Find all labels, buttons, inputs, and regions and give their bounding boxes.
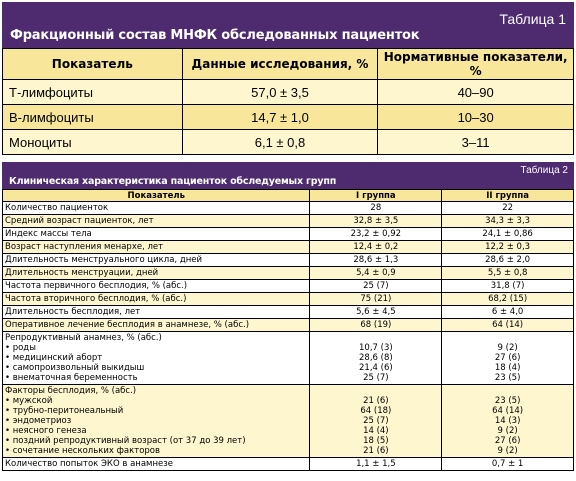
cell-value: 10–30 [378, 105, 574, 130]
group-1-value: 5,6 ± 4,5 [310, 306, 442, 319]
group-1-value: 25 (7) [310, 280, 442, 293]
row-label: Частота вторичного бесплодия, % (абс.) [3, 293, 310, 306]
group-1-value: 25 (7) [363, 416, 389, 426]
column-header: I группа [310, 190, 442, 202]
column-header: Показатель [3, 49, 183, 80]
group-2-value: 64 (14) [442, 319, 574, 332]
table-2-header-row [3, 190, 574, 202]
group-item-label: • внематочная беременность [5, 373, 138, 383]
table-1 [2, 2, 574, 150]
group-1-value: 10,7 (3) [359, 343, 393, 353]
group-2-value: 6 ± 4,0 [442, 306, 574, 319]
group-2-value: 9 (2) [497, 343, 518, 353]
table-2-grid [2, 189, 574, 471]
group-2-value: 22 [442, 202, 574, 215]
cell-value: 40–90 [378, 80, 574, 105]
group-1-value: 75 (21) [310, 293, 442, 306]
group-2-value: 27 (6) [494, 353, 521, 363]
group-1-value: 25 (7) [363, 373, 389, 383]
table-row [3, 202, 574, 215]
table-row [3, 105, 574, 130]
group-1-value: 21,4 (6) [359, 363, 393, 373]
group-item-label: • поздний репродуктивный возраст (от 37 до 39 лет) [5, 436, 246, 446]
row-label: В-лимфоциты [3, 105, 183, 130]
row-label: Длительность бесплодия, лет [3, 306, 310, 319]
table-row [3, 254, 574, 267]
table-2 [2, 162, 574, 478]
row-label: Количество попыток ЭКО в анамнезе [3, 458, 310, 471]
group-heading: Факторы бесплодия, % (абс.) [5, 386, 137, 396]
table-1-number: Таблица 1 [499, 11, 566, 27]
table-row [3, 267, 574, 280]
column-header: Нормативные показатели, % [378, 49, 574, 80]
table-2-number: Таблица 2 [520, 165, 568, 176]
table-row [3, 280, 574, 293]
group-1-value: 23,2 ± 0,92 [310, 228, 442, 241]
group-1-value: 28,6 ± 1,3 [310, 254, 442, 267]
group-heading: Репродуктивный анамнез, % (абс.) [5, 333, 162, 343]
group-item-label: • мужской [5, 396, 53, 406]
row-label: Оперативное лечение бесплодия в анамнезе, % (абс.) [3, 319, 310, 332]
group-2-value: 24,1 ± 0,86 [442, 228, 574, 241]
group-1-value: 28 [310, 202, 442, 215]
group-2-value: 18 (4) [494, 363, 521, 373]
group-item-label: • самопроизвольный выкидыш [5, 363, 145, 373]
group-1-value: 68 (19) [310, 319, 442, 332]
group-1-value: 5,4 ± 0,9 [310, 267, 442, 280]
cell-value: 6,1 ± 0,8 [182, 130, 378, 155]
group-2-values [442, 332, 574, 385]
row-label: Количество пациенток [3, 202, 310, 215]
group-2-value: 5,5 ± 0,8 [442, 267, 574, 280]
table-row [3, 306, 574, 319]
table-row-factors-group [3, 385, 574, 458]
group-1-value: 28,6 (8) [359, 353, 393, 363]
row-label: Т-лимфоциты [3, 80, 183, 105]
group-2-value: 9 (2) [497, 446, 518, 456]
group-1-value: 14 (4) [363, 426, 389, 436]
table-2-header-bar [2, 162, 574, 189]
group-item-label: • трубно-перитонеальный [5, 406, 124, 416]
table-row [3, 293, 574, 306]
group-2-value: 28,6 ± 2,0 [442, 254, 574, 267]
group-item-label: • сочетание нескольких факторов [5, 446, 161, 456]
group-1-value: 21 (6) [363, 446, 389, 456]
group-1-values [310, 385, 442, 458]
cell-value: 57,0 ± 3,5 [182, 80, 378, 105]
group-2-value: 0,7 ± 1 [442, 458, 574, 471]
column-header: II группа [442, 190, 574, 202]
group-1-value: 1,1 ± 1,5 [310, 458, 442, 471]
table-row [3, 228, 574, 241]
column-header: Показатель [3, 190, 310, 202]
group-2-value: 64 (14) [492, 406, 524, 416]
row-label: Длительность менструального цикла, дней [3, 254, 310, 267]
row-label: Индекс массы тела [3, 228, 310, 241]
row-label: Моноциты [3, 130, 183, 155]
row-label: Средний возраст пациенток, лет [3, 215, 310, 228]
row-label: Длительность менструации, дней [3, 267, 310, 280]
table-row-repro-group [3, 332, 574, 385]
group-1-value: 32,8 ± 3,5 [310, 215, 442, 228]
group-2-value: 9 (2) [497, 426, 518, 436]
group-2-value: 68,2 (15) [442, 293, 574, 306]
table-1-title: Фракционный состав МНФК обследованных пациенток [10, 28, 420, 43]
group-item-label: • медицинский аборт [5, 353, 103, 363]
group-2-value: 12,2 ± 0,3 [442, 241, 574, 254]
group-1-value: 18 (5) [363, 436, 389, 446]
table-row [3, 80, 574, 105]
group-2-value: 31,8 (7) [442, 280, 574, 293]
group-1-value: 21 (6) [363, 396, 389, 406]
table-row [3, 319, 574, 332]
table-2-title: Клиническая характеристика пациенток обследуемых групп [9, 176, 337, 187]
group-2-value: 27 (6) [494, 436, 521, 446]
group-2-value: 23 (5) [494, 373, 521, 383]
group-2-value: 14 (3) [494, 416, 521, 426]
row-label [3, 332, 310, 385]
group-2-values [442, 385, 574, 458]
row-label: Частота первичного бесплодия, % (абс.) [3, 280, 310, 293]
column-header: Данные исследования, % [182, 49, 378, 80]
row-label [3, 385, 310, 458]
group-item-label: • роды [5, 343, 36, 353]
cell-value: 14,7 ± 1,0 [182, 105, 378, 130]
table-1-grid [2, 48, 574, 155]
group-2-value: 34,3 ± 3,3 [442, 215, 574, 228]
table-1-header-row [3, 49, 574, 80]
table-row [3, 130, 574, 155]
cell-value: 3–11 [378, 130, 574, 155]
group-1-value: 64 (18) [360, 406, 392, 416]
group-1-value: 12,4 ± 0,2 [310, 241, 442, 254]
row-label: Возраст наступления менархе, лет [3, 241, 310, 254]
group-item-label: • эндометриоз [5, 416, 72, 426]
table-row [3, 458, 574, 471]
table-row [3, 215, 574, 228]
group-1-values [310, 332, 442, 385]
table-1-header-bar [2, 2, 574, 48]
group-item-label: • неясного генеза [5, 426, 87, 436]
table-row [3, 241, 574, 254]
group-2-value: 23 (5) [494, 396, 521, 406]
